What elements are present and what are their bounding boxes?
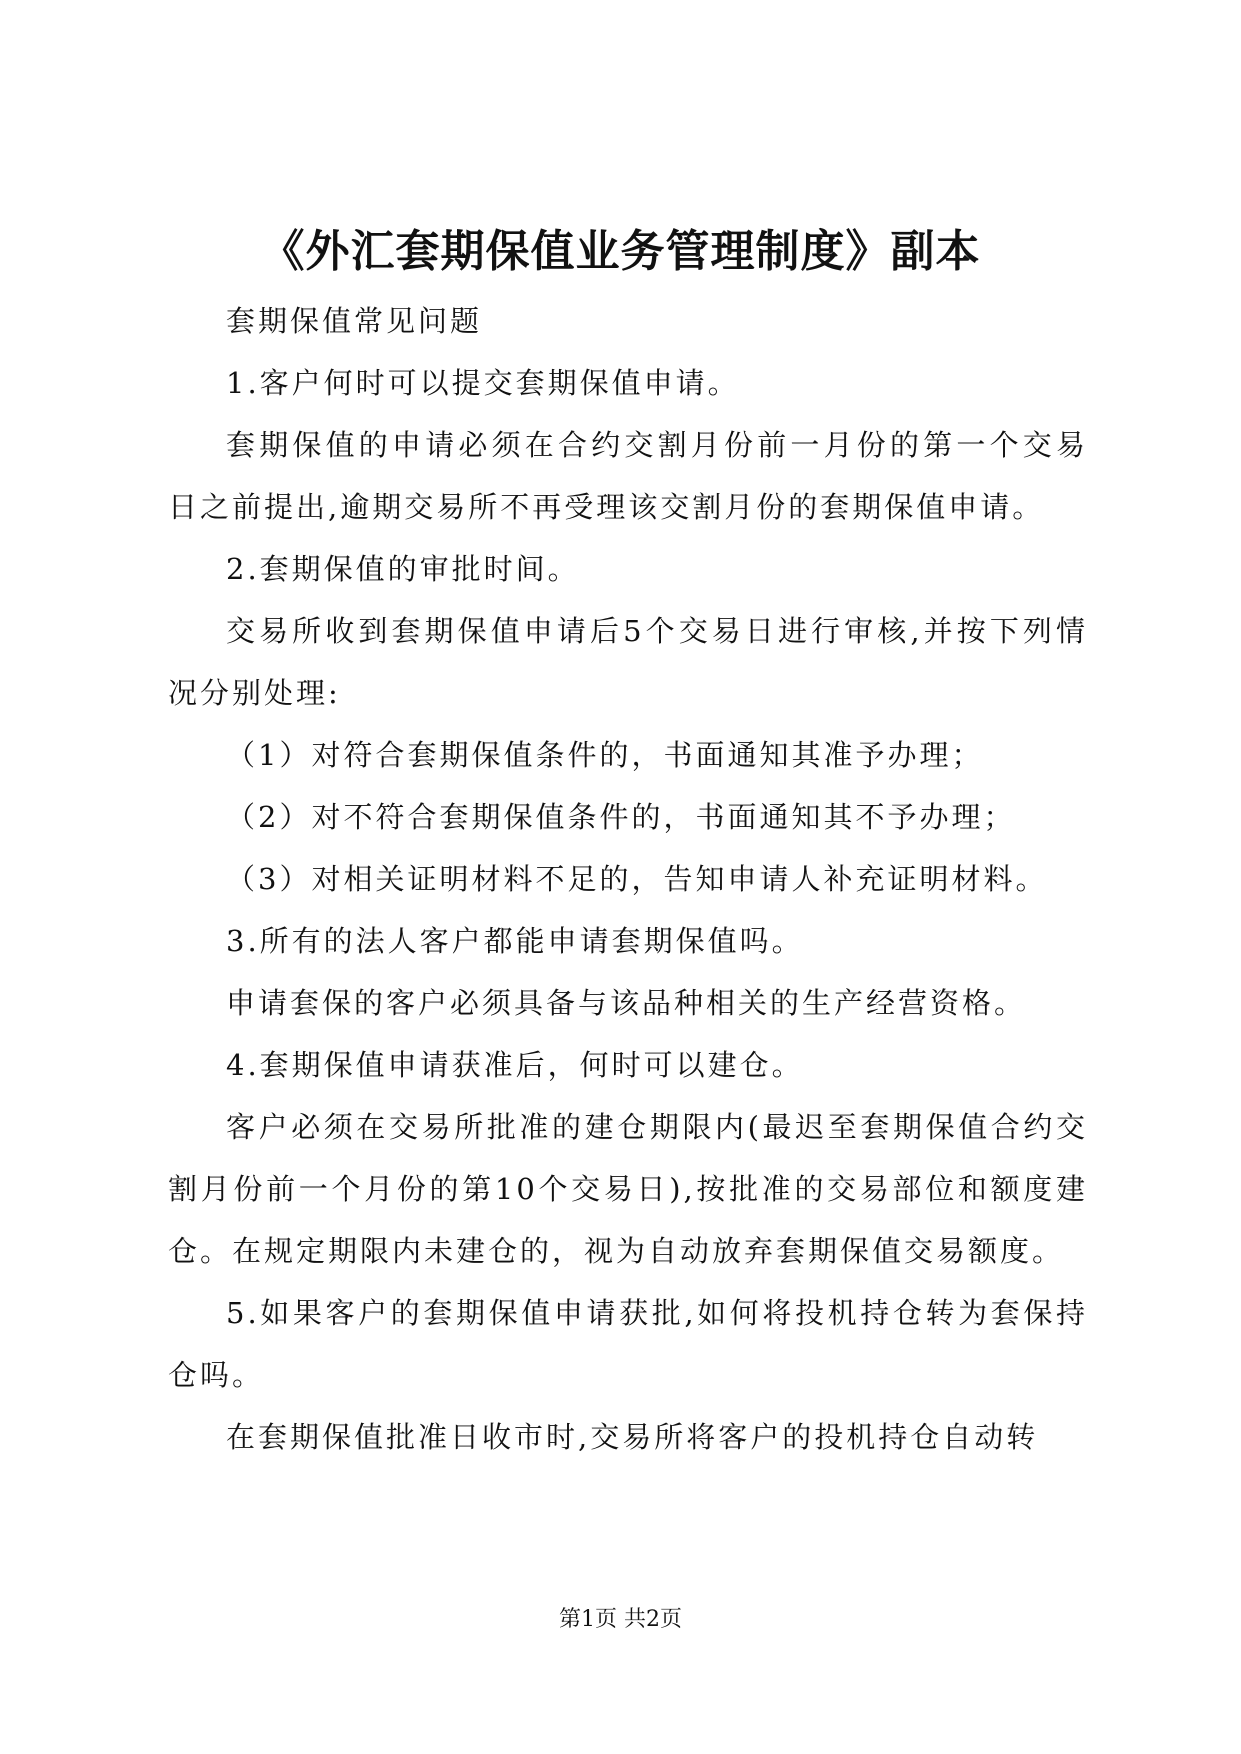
answer-2: 交易所收到套期保值申请后5个交易日进行审核,并按下列情况分别处理: xyxy=(168,614,1088,710)
page-number: 第1页 共2页 xyxy=(559,1607,682,1632)
section-heading: 套期保值常见问题 xyxy=(226,304,483,338)
answer-5: 在套期保值批准日收市时,交易所将客户的投机持仓自动转 xyxy=(226,1420,1039,1454)
document-title: 《外汇套期保值业务管理制度》副本 xyxy=(260,226,981,277)
answer-2-item-2: （2）对不符合套期保值条件的，书面通知其不予办理； xyxy=(226,800,1016,834)
answer-3: 申请套保的客户必须具备与该品种相关的生产经营资格。 xyxy=(226,986,1027,1020)
question-4: 4.套期保值申请获准后，何时可以建仓。 xyxy=(226,1048,804,1082)
question-3: 3.所有的法人客户都能申请套期保值吗。 xyxy=(226,924,804,958)
answer-1: 套期保值的申请必须在合约交割月份前一月份的第一个交易日之前提出,逾期交易所不再受理该交割月份的套期保值申请。 xyxy=(168,428,1088,524)
answer-4: 客户必须在交易所批准的建仓期限内(最迟至套期保值合约交割月份前一个月份的第10个交易日),按批准的交易部位和额度建仓。在规定期限内未建仓的，视为自动放弃套期保值交易额度。 xyxy=(168,1110,1088,1268)
question-5: 5.如果客户的套期保值申请获批,如何将投机持仓转为套保持仓吗。 xyxy=(168,1296,1088,1392)
answer-2-item-3: （3）对相关证明材料不足的，告知申请人补充证明材料。 xyxy=(226,862,1048,896)
question-1: 1.客户何时可以提交套期保值申请。 xyxy=(226,366,740,400)
answer-2-item-1: （1）对符合套期保值条件的，书面通知其准予办理； xyxy=(226,738,984,772)
question-2: 2.套期保值的审批时间。 xyxy=(226,552,580,586)
document-body xyxy=(168,290,1088,1468)
